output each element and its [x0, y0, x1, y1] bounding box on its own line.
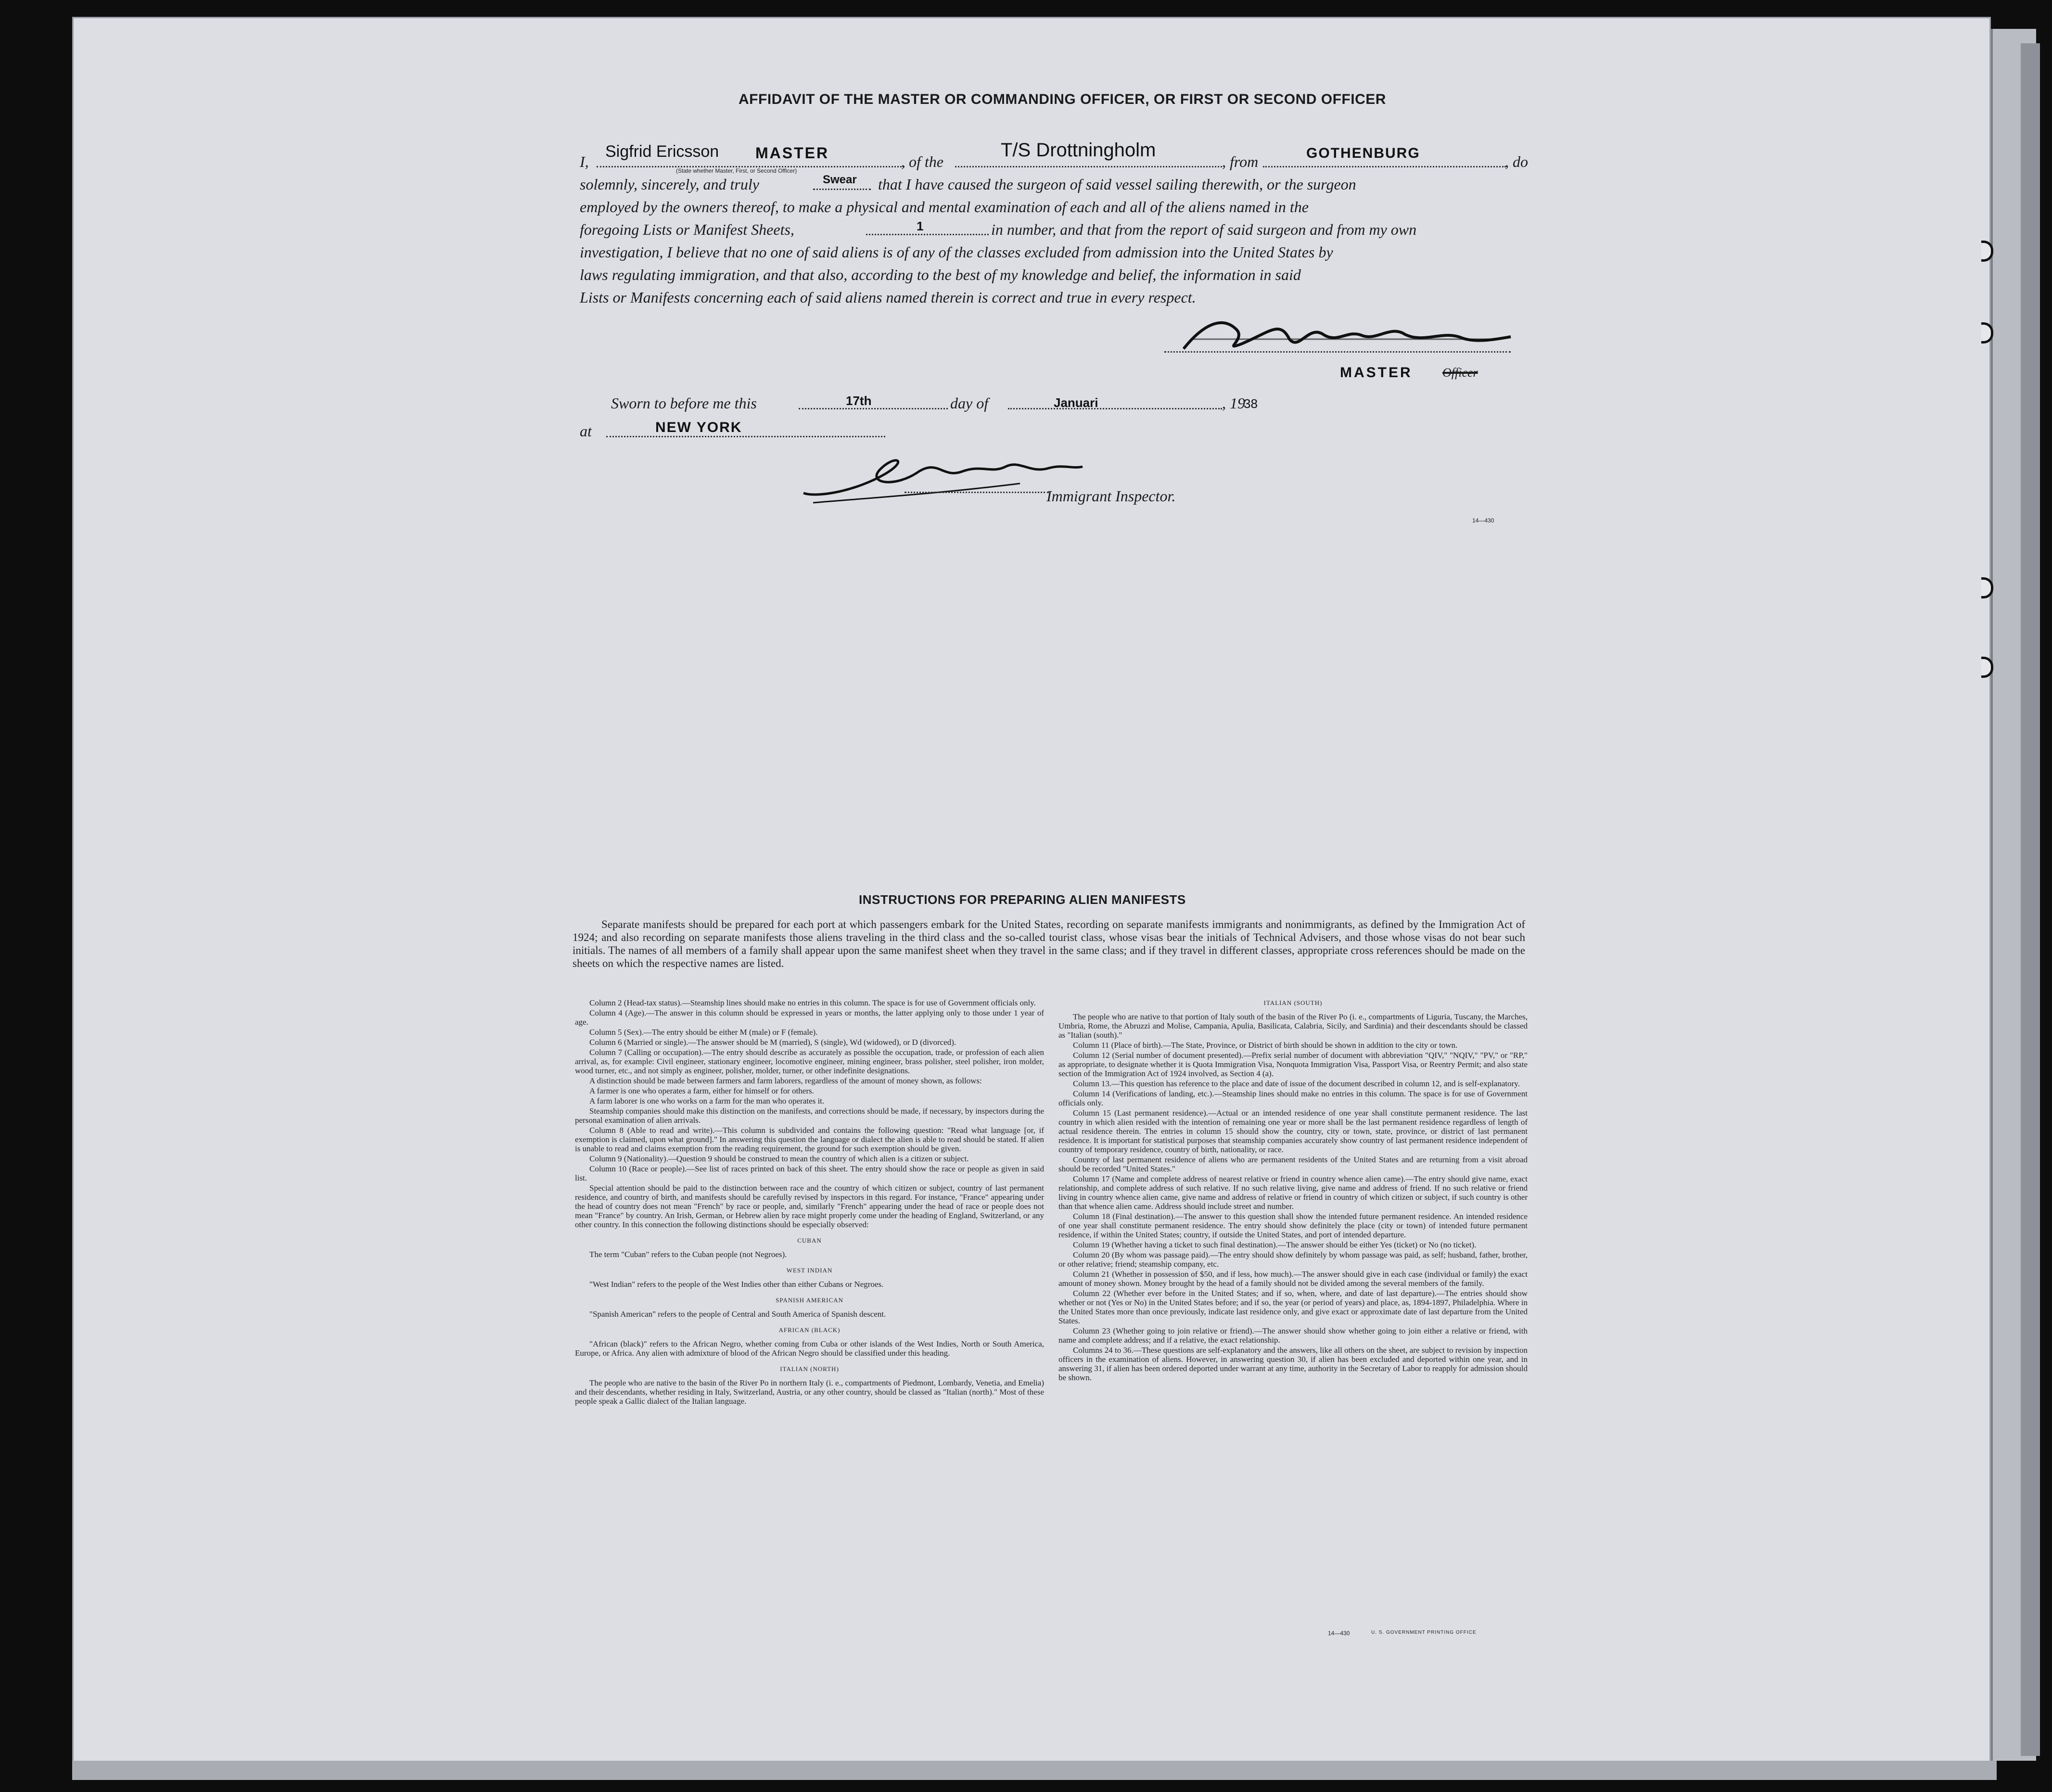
underlying-page-edge-2 [2021, 43, 2040, 1756]
right-paragraph: Column 12 (Serial number of document presented).—Prefix serial number of document with abbreviation "QIV," "NQIV," "PV," or "RP," as appropriate, to designate whether it is Quota Immigration Visa, Nonquota Immigration Visa, Passport Visa, or Reentry Permit; and also state section of the Immigration Act of 1924 involved, as Section 4 (a). [1058, 1051, 1528, 1078]
from-label: , from [1222, 153, 1259, 170]
sworn-day-line [799, 408, 948, 409]
i-prefix: I, [580, 153, 589, 170]
inspector-signature [799, 445, 1087, 512]
left-paragraph: Steamship companies should make this distinction on the manifests, and corrections should be made, if necessary, by inspectors during the personal examination of alien arrivals. [575, 1106, 1044, 1125]
year-prefix: , 19 [1222, 394, 1245, 412]
left-paragraph: Column 10 (Race or people).—See list of races printed on back of this sheet. The entry should show the race or people as given in said list. [575, 1164, 1044, 1182]
right-paragraph: Columns 24 to 36.—These questions are self-explanatory and the answers, like all others on the sheet, are subject to revision by inspection officers in the examination of aliens. However, in answering question 30, if alien has been excluded and deported within one year, and in answering 31, if alien has been ordered deported under warrant at any time, authority in the Secretary of Labor to reapply for admission should be shown. [1058, 1346, 1528, 1382]
instructions-right-column [1058, 998, 1528, 1383]
cuban-text: The term "Cuban" refers to the Cuban people (not Negroes). [589, 1250, 787, 1259]
affidavit-line-6: laws regulating immigration, and that also, according to the best of my knowledge and belief, the information in said [580, 266, 1301, 283]
italian-north-heading: ITALIAN (NORTH) [780, 1365, 839, 1373]
right-paragraph: Column 21 (Whether in possession of $50, and if less, how much).—The answer should give in each case (individual or family) the exact amount of money shown. Money brought by the head of a family should not be divided among the several members of the family. [1058, 1270, 1528, 1288]
instructions-left-column [575, 998, 1044, 1407]
west-indian-text: "West Indian" refers to the people of the West Indies other than either Cubans or Negroes. [589, 1280, 884, 1289]
right-paragraph: Column 22 (Whether ever before in the United States; and if so, when, where, and date of last departure).—The entries should show whether or not (Yes or No) in the United States before; and if so, the year (or period of years) and place, as, 1894-1897, Philadelphia. Where in the United States more than once previously, indicate last residence only, and give exact or approximate date of last departure from the United States. [1058, 1289, 1528, 1325]
affidavit-title: AFFIDAVIT OF THE MASTER OR COMMANDING OFFICER, OR FIRST OR SECOND OFFICER [739, 91, 1386, 107]
left-paragraph: Special attention should be paid to the distinction between race and the country of which citizen or subject, country of last permanent residence, and country of birth, and manifests should be carefully revised by inspectors in this regard. For instance, "France" appearing under the head of country does not mean "French" by race or people, and, similarly "French" appearing under the head of race or people does not mean "France" by country. An Irish, German, or Hebrew alien by race might properly come under the heading of England, Switzerland, or any other country. In this connection the following distinctions should be especially observed: [575, 1183, 1044, 1229]
footer-printer: U. S. GOVERNMENT PRINTING OFFICE [1371, 1630, 1477, 1635]
affidavit-line-4b: in number, and that from the report of said surgeon and from my own [991, 221, 1417, 238]
right-paragraph: Column 20 (By whom was passage paid).—The entry should show definitely by whom passage was paid, as self; husband, father, brother, or other relative; friend; steamship company, etc. [1058, 1250, 1528, 1269]
west-indian-heading: WEST INDIAN [786, 1267, 833, 1274]
affidavit-line-2a: solemnly, sincerely, and truly [580, 176, 759, 193]
year-suffix: 38 [1244, 396, 1258, 411]
affidavit-line-3: employed by the owners thereof, to make a physical and mental examination of each and all of the aliens named in the [580, 198, 1309, 216]
right-paragraph: Column 15 (Last permanent residence).—Actual or an intended residence of one year shall constitute permanent residence. The last country in which alien resided with the intention of remaining one year or more shall be the last permanent residence regardless of length of actual residence therein. The entries in column 15 should show the country, city or town, state, province, or district of last permanent residence. It is important for statistical purposes that steamship companies accurately show country of last permanent residence independent of country of temporary residence, country of birth, nationality, or race. [1058, 1108, 1528, 1154]
right-paragraph: Country of last permanent residence of aliens who are permanent residents of the United States and are returning from a visit abroad should be recorded "United States." [1058, 1155, 1528, 1173]
master-signature [1164, 305, 1520, 363]
inspector-label: Immigrant Inspector. [1046, 487, 1176, 505]
affidavit-line-7: Lists or Manifests concerning each of said aliens named therein is correct and true in every respect. [580, 289, 1196, 306]
officer-rank: MASTER [755, 144, 829, 162]
signature-struck-word: Officer [1442, 366, 1478, 380]
left-paragraph: A distinction should be made between farmers and farm laborers, regardless of the amount of money shown, as follows: [589, 1076, 982, 1085]
vessel-name: T/S Drottningholm [1001, 140, 1156, 161]
left-paragraph: Column 4 (Age).—The answer in this column should be expressed in years or months, the latter applying only to those under 1 year of age. [575, 1008, 1044, 1027]
african-text: "African (black)" refers to the African Negro, whether coming from Cuba or other islands of the West Indies, North or South America, Europe, or Africa. Any alien with admixture of blood of the African Negro should be classified under this heading. [575, 1339, 1044, 1358]
instructions-title: INSTRUCTIONS FOR PREPARING ALIEN MANIFESTS [859, 892, 1186, 907]
inspector-line [905, 492, 1049, 493]
form-number: 14—430 [1472, 517, 1494, 524]
left-paragraph: Column 5 (Sex).—The entry should be either M (male) or F (female). [589, 1028, 818, 1037]
master-signature-line [1164, 351, 1511, 353]
sworn-prefix: Sworn to before me this [611, 394, 757, 412]
left-paragraph: A farmer is one who operates a farm, either for himself or for others. [589, 1086, 814, 1095]
port-from: GOTHENBURG [1306, 145, 1420, 161]
vessel-line [955, 166, 1222, 167]
underlying-page-bottom [72, 1761, 1997, 1780]
of-the-label: , of the [901, 153, 943, 170]
right-paragraph: Column 11 (Place of birth).—The State, Province, or District of birth should be shown in addition to the city or town. [1073, 1041, 1458, 1050]
swear-word: Swear [823, 173, 857, 186]
right-paragraph: Column 13.—This question has reference to the place and date of issue of the document described in column 12, and is self-explanatory. [1073, 1079, 1520, 1088]
right-paragraph: Column 17 (Name and complete address of nearest relative or friend in country whence alien came).—The entry should give name, exact relationship, and complete address of such relative. If no such relative living, give name and address of friend. If no such relative or friend living in country whence alien came, give name and address of relative or friend in country of which citizen or subject, if such country is other than that whence alien came. Address should include street and number. [1058, 1174, 1528, 1211]
italian-south-heading: ITALIAN (SOUTH) [1263, 999, 1323, 1006]
sheet-count: 1 [917, 219, 924, 233]
italian-north-text: The people who are native to the basin of the River Po in northern Italy (i. e., compartments of Piedmont, Lombardy, Venetia, and Emelia) and their descendants, whether residing in Italy, Switzerland, Austria, or any other country, should be classed as "Italian (north)." Most of these people speak a Gallic dialect of the Italian language. [575, 1378, 1044, 1406]
officer-name: Sigfrid Ericsson [605, 142, 719, 161]
right-paragraph: Column 23 (Whether going to join relative or friend).—The answer should show whether going to join either a relative or friend, with name and complete address; and if a relative, the exact relationship. [1058, 1326, 1528, 1345]
spanish-american-text: "Spanish American" refers to the people of Central and South America of Spanish descent. [589, 1309, 886, 1319]
affidavit-line-4a: foregoing Lists or Manifest Sheets, [580, 221, 794, 238]
left-paragraph: Column 8 (Able to read and write).—This column is subdivided and contains the following question: "Read what language [or, if exemption is claimed, upon what ground]." In answering this question the language or dialect the alien is able to read should be stated. If alien is unable to read and claims exemption from the reading requirement, the ground for such exemption should be given. [575, 1126, 1044, 1153]
place: NEW YORK [655, 419, 742, 435]
spanish-american-heading: SPANISH AMERICAN [776, 1296, 843, 1304]
right-paragraph: Column 19 (Whether having a ticket to such final destination).—The answer should be either Yes (ticket) or No (no ticket). [1073, 1240, 1477, 1249]
footer-form-number: 14—430 [1328, 1630, 1350, 1637]
swear-line [813, 189, 871, 190]
sworn-day: 17th [846, 394, 872, 408]
african-heading: AFRICAN (BLACK) [778, 1326, 841, 1334]
do-label: , do [1505, 153, 1528, 170]
rank-hint: (State whether Master, First, or Second Officer) [676, 167, 797, 174]
affidavit-line-5: investigation, I believe that no one of said aliens is of any of the classes excluded from admission into the United States by [580, 243, 1333, 261]
sworn-month: Januari [1054, 395, 1098, 410]
right-paragraph: The people who are native to that portion of Italy south of the basin of the River Po (i. e., compartments of Liguria, Tuscany, the Marches, Umbria, Rome, the Abruzzi and Molise, Campania, Apulia, Basilicata, Calabria, Sicily, and Sardinia) and their descendants should be classed as "Italian (south)." [1058, 1012, 1528, 1040]
place-line [606, 436, 885, 437]
left-paragraph: A farm laborer is one who works on a farm for the man who operates it. [589, 1096, 825, 1106]
cuban-heading: CUBAN [797, 1237, 822, 1244]
port-line [1263, 166, 1506, 167]
right-paragraph: Column 18 (Final destination).—The answer to this question shall show the intended future permanent residence. An intended residence of one year shall constitute permanent residence. The entry should show definitely the place (city or town) of intended future permanent residence, if within the United States; country, if outside the United States, and port of intended departure. [1058, 1212, 1528, 1239]
day-of-label: day of [950, 394, 989, 412]
left-paragraph: Column 2 (Head-tax status).—Steamship lines should make no entries in this column. The space is for use of Government officials only. [589, 998, 1036, 1007]
left-paragraph: Column 9 (Nationality).—Question 9 should be construed to mean the country of which alien is a citizen or subject. [589, 1154, 969, 1163]
affidavit-line-2b: that I have caused the surgeon of said vessel sailing therewith, or the surgeon [878, 176, 1356, 193]
left-paragraph: Column 6 (Married or single).—The answer should be M (married), S (single), Wd (widowed), or D (divorced). [589, 1038, 956, 1047]
signature-rank: MASTER [1340, 365, 1413, 381]
sheet-count-line [866, 234, 989, 235]
right-paragraph: Column 14 (Verifications of landing, etc.).—Steamship lines should make no entries in this column. The space is for use of Government officials only. [1058, 1089, 1528, 1107]
instructions-intro: Separate manifests should be prepared for each port at which passengers embark for the United States, recording on separate manifests immigrants and nonimmigrants, as defined by the Immigration Act of 1924; and also recording on separate manifests those aliens traveling in the third class and the so-called tourist class, whose visas bear the initials of Technical Advisers, and those whose visas do not bear such initials. The names of all members of a family shall appear upon the same manifest sheet when they travel in the same class; and if they travel in different classes, appropriate cross references should be made on the sheets on which the respective names are listed. [573, 918, 1525, 969]
left-paragraph: Column 7 (Calling or occupation).—The entry should describe as accurately as possible the occupation, trade, or profession of each alien arrival, as, for example: Civil engineer, stationary engineer, locomotive engineer, mining engineer, brass polisher, steel polisher, iron molder, wood turner, etc., and not simply as engineer, polisher, molder, turner, or other indefinite designations. [575, 1048, 1044, 1075]
at-label: at [580, 422, 592, 440]
sworn-month-line [1008, 408, 1222, 409]
